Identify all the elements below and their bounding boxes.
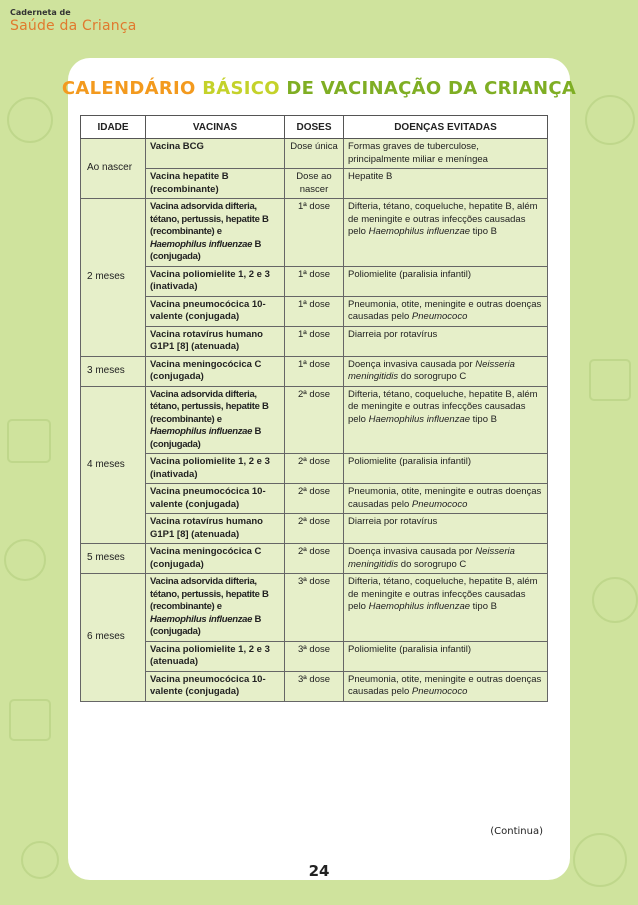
cell-doses: 2ª dose	[285, 386, 344, 454]
cell-idade: Ao nascer	[81, 139, 146, 199]
cell-doencas: Difteria, tétano, coqueluche, hepatite B, além de meningite e outras infecções causadas pelo Haemophilus influenzae tipo B	[344, 574, 548, 642]
table-row	[81, 671, 548, 701]
cell-vacina: Vacina adsorvida difteria, tétano, pertussis, hepatite B (recombinante) e Haemophilus influenzae B (conjugada)	[146, 386, 285, 454]
title-part-3: DE VACINAÇÃO DA CRIANÇA	[286, 78, 577, 99]
cell-doses: 1ª dose	[285, 326, 344, 356]
cell-doencas: Difteria, tétano, coqueluche, hepatite B, além de meningite e outras infecções causadas pelo Haemophilus influenzae tipo B	[344, 386, 548, 454]
cell-doses: 3ª dose	[285, 574, 344, 642]
cell-vacina: Vacina poliomielite 1, 2 e 3 (atenuada)	[146, 641, 285, 671]
header-title: Saúde da Criança	[10, 18, 137, 34]
cell-idade: 3 meses	[81, 356, 146, 386]
cell-vacina: Vacina rotavírus humano G1P1 [8] (atenuada)	[146, 326, 285, 356]
page-number: 24	[308, 862, 330, 880]
cell-doencas: Pneumonia, otite, meningite e outras doenças causadas pelo Pneumococo	[344, 484, 548, 514]
cell-doses: 1ª dose	[285, 199, 344, 267]
cell-doencas: Diarreia por rotavírus	[344, 514, 548, 544]
cell-doencas: Difteria, tétano, coqueluche, hepatite B, além de meningite e outras infecções causadas pelo Haemophilus influenzae tipo B	[344, 199, 548, 267]
table-row	[81, 139, 548, 169]
vaccination-table	[80, 115, 548, 702]
cell-vacina: Vacina poliomielite 1, 2 e 3 (inativada)	[146, 266, 285, 296]
column-header-doencas: DOENÇAS EVITADAS	[344, 116, 548, 139]
cell-doencas: Hepatite B	[344, 169, 548, 199]
table-row	[81, 641, 548, 671]
title-part-1: CALENDÁRIO	[61, 78, 196, 99]
cell-doencas: Pneumonia, otite, meningite e outras doenças causadas pelo Pneumococo	[344, 671, 548, 701]
header-caption: Caderneta de	[10, 8, 71, 17]
cell-doses: 3ª dose	[285, 671, 344, 701]
cell-vacina: Vacina BCG	[146, 139, 285, 169]
table-row	[81, 296, 548, 326]
continua-note: (Continua)	[490, 826, 543, 837]
title-part-2: BÁSICO	[202, 78, 280, 99]
cell-idade: 5 meses	[81, 544, 146, 574]
cell-doses: 1ª dose	[285, 266, 344, 296]
column-header-vacinas: VACINAS	[146, 116, 285, 139]
table-row	[81, 544, 548, 574]
table-row	[81, 169, 548, 199]
cell-vacina: Vacina adsorvida difteria, tétano, pertussis, hepatite B (recombinante) e Haemophilus influenzae B (conjugada)	[146, 574, 285, 642]
table-row	[81, 356, 548, 386]
table-row	[81, 484, 548, 514]
cell-vacina: Vacina meningocócica C (conjugada)	[146, 356, 285, 386]
table-row	[81, 266, 548, 296]
column-header-idade: IDADE	[81, 116, 146, 139]
table-row	[81, 386, 548, 454]
cell-doses: 2ª dose	[285, 544, 344, 574]
table-row	[81, 514, 548, 544]
cell-doencas: Poliomielite (paralisia infantil)	[344, 454, 548, 484]
cell-vacina: Vacina pneumocócica 10-valente (conjugada)	[146, 671, 285, 701]
cell-vacina: Vacina hepatite B (recombinante)	[146, 169, 285, 199]
cell-doses: 2ª dose	[285, 484, 344, 514]
cell-idade: 2 meses	[81, 199, 146, 357]
cell-doses: 2ª dose	[285, 454, 344, 484]
cell-doencas: Diarreia por rotavírus	[344, 326, 548, 356]
table-row	[81, 454, 548, 484]
cell-vacina: Vacina rotavírus humano G1P1 [8] (atenuada)	[146, 514, 285, 544]
cell-doses: 1ª dose	[285, 356, 344, 386]
table-row	[81, 574, 548, 642]
cell-doses: Dose ao nascer	[285, 169, 344, 199]
cell-doencas: Formas graves de tuberculose, principalmente miliar e meníngea	[344, 139, 548, 169]
cell-vacina: Vacina pneumocócica 10-valente (conjugada)	[146, 296, 285, 326]
cell-doencas: Poliomielite (paralisia infantil)	[344, 641, 548, 671]
cell-doencas: Pneumonia, otite, meningite e outras doenças causadas pelo Pneumococo	[344, 296, 548, 326]
cell-doencas: Doença invasiva causada por Neisseria meningitidis do sorogrupo C	[344, 356, 548, 386]
column-header-doses: DOSES	[285, 116, 344, 139]
cell-vacina: Vacina adsorvida difteria, tétano, pertussis, hepatite B (recombinante) e Haemophilus influenzae B (conjugada)	[146, 199, 285, 267]
cell-doses: 3ª dose	[285, 641, 344, 671]
booklet-header	[10, 8, 137, 34]
cell-vacina: Vacina pneumocócica 10-valente (conjugada)	[146, 484, 285, 514]
cell-vacina: Vacina poliomielite 1, 2 e 3 (inativada)	[146, 454, 285, 484]
table-body	[81, 139, 548, 702]
table-row	[81, 326, 548, 356]
cell-doses: 1ª dose	[285, 296, 344, 326]
cell-doencas: Poliomielite (paralisia infantil)	[344, 266, 548, 296]
cell-idade: 4 meses	[81, 386, 146, 544]
table-header-row	[81, 116, 548, 139]
page-title	[0, 78, 638, 99]
cell-doses: Dose única	[285, 139, 344, 169]
cell-doencas: Doença invasiva causada por Neisseria meningitidis do sorogrupo C	[344, 544, 548, 574]
cell-vacina: Vacina meningocócica C (conjugada)	[146, 544, 285, 574]
cell-doses: 2ª dose	[285, 514, 344, 544]
cell-idade: 6 meses	[81, 574, 146, 702]
table-row	[81, 199, 548, 267]
